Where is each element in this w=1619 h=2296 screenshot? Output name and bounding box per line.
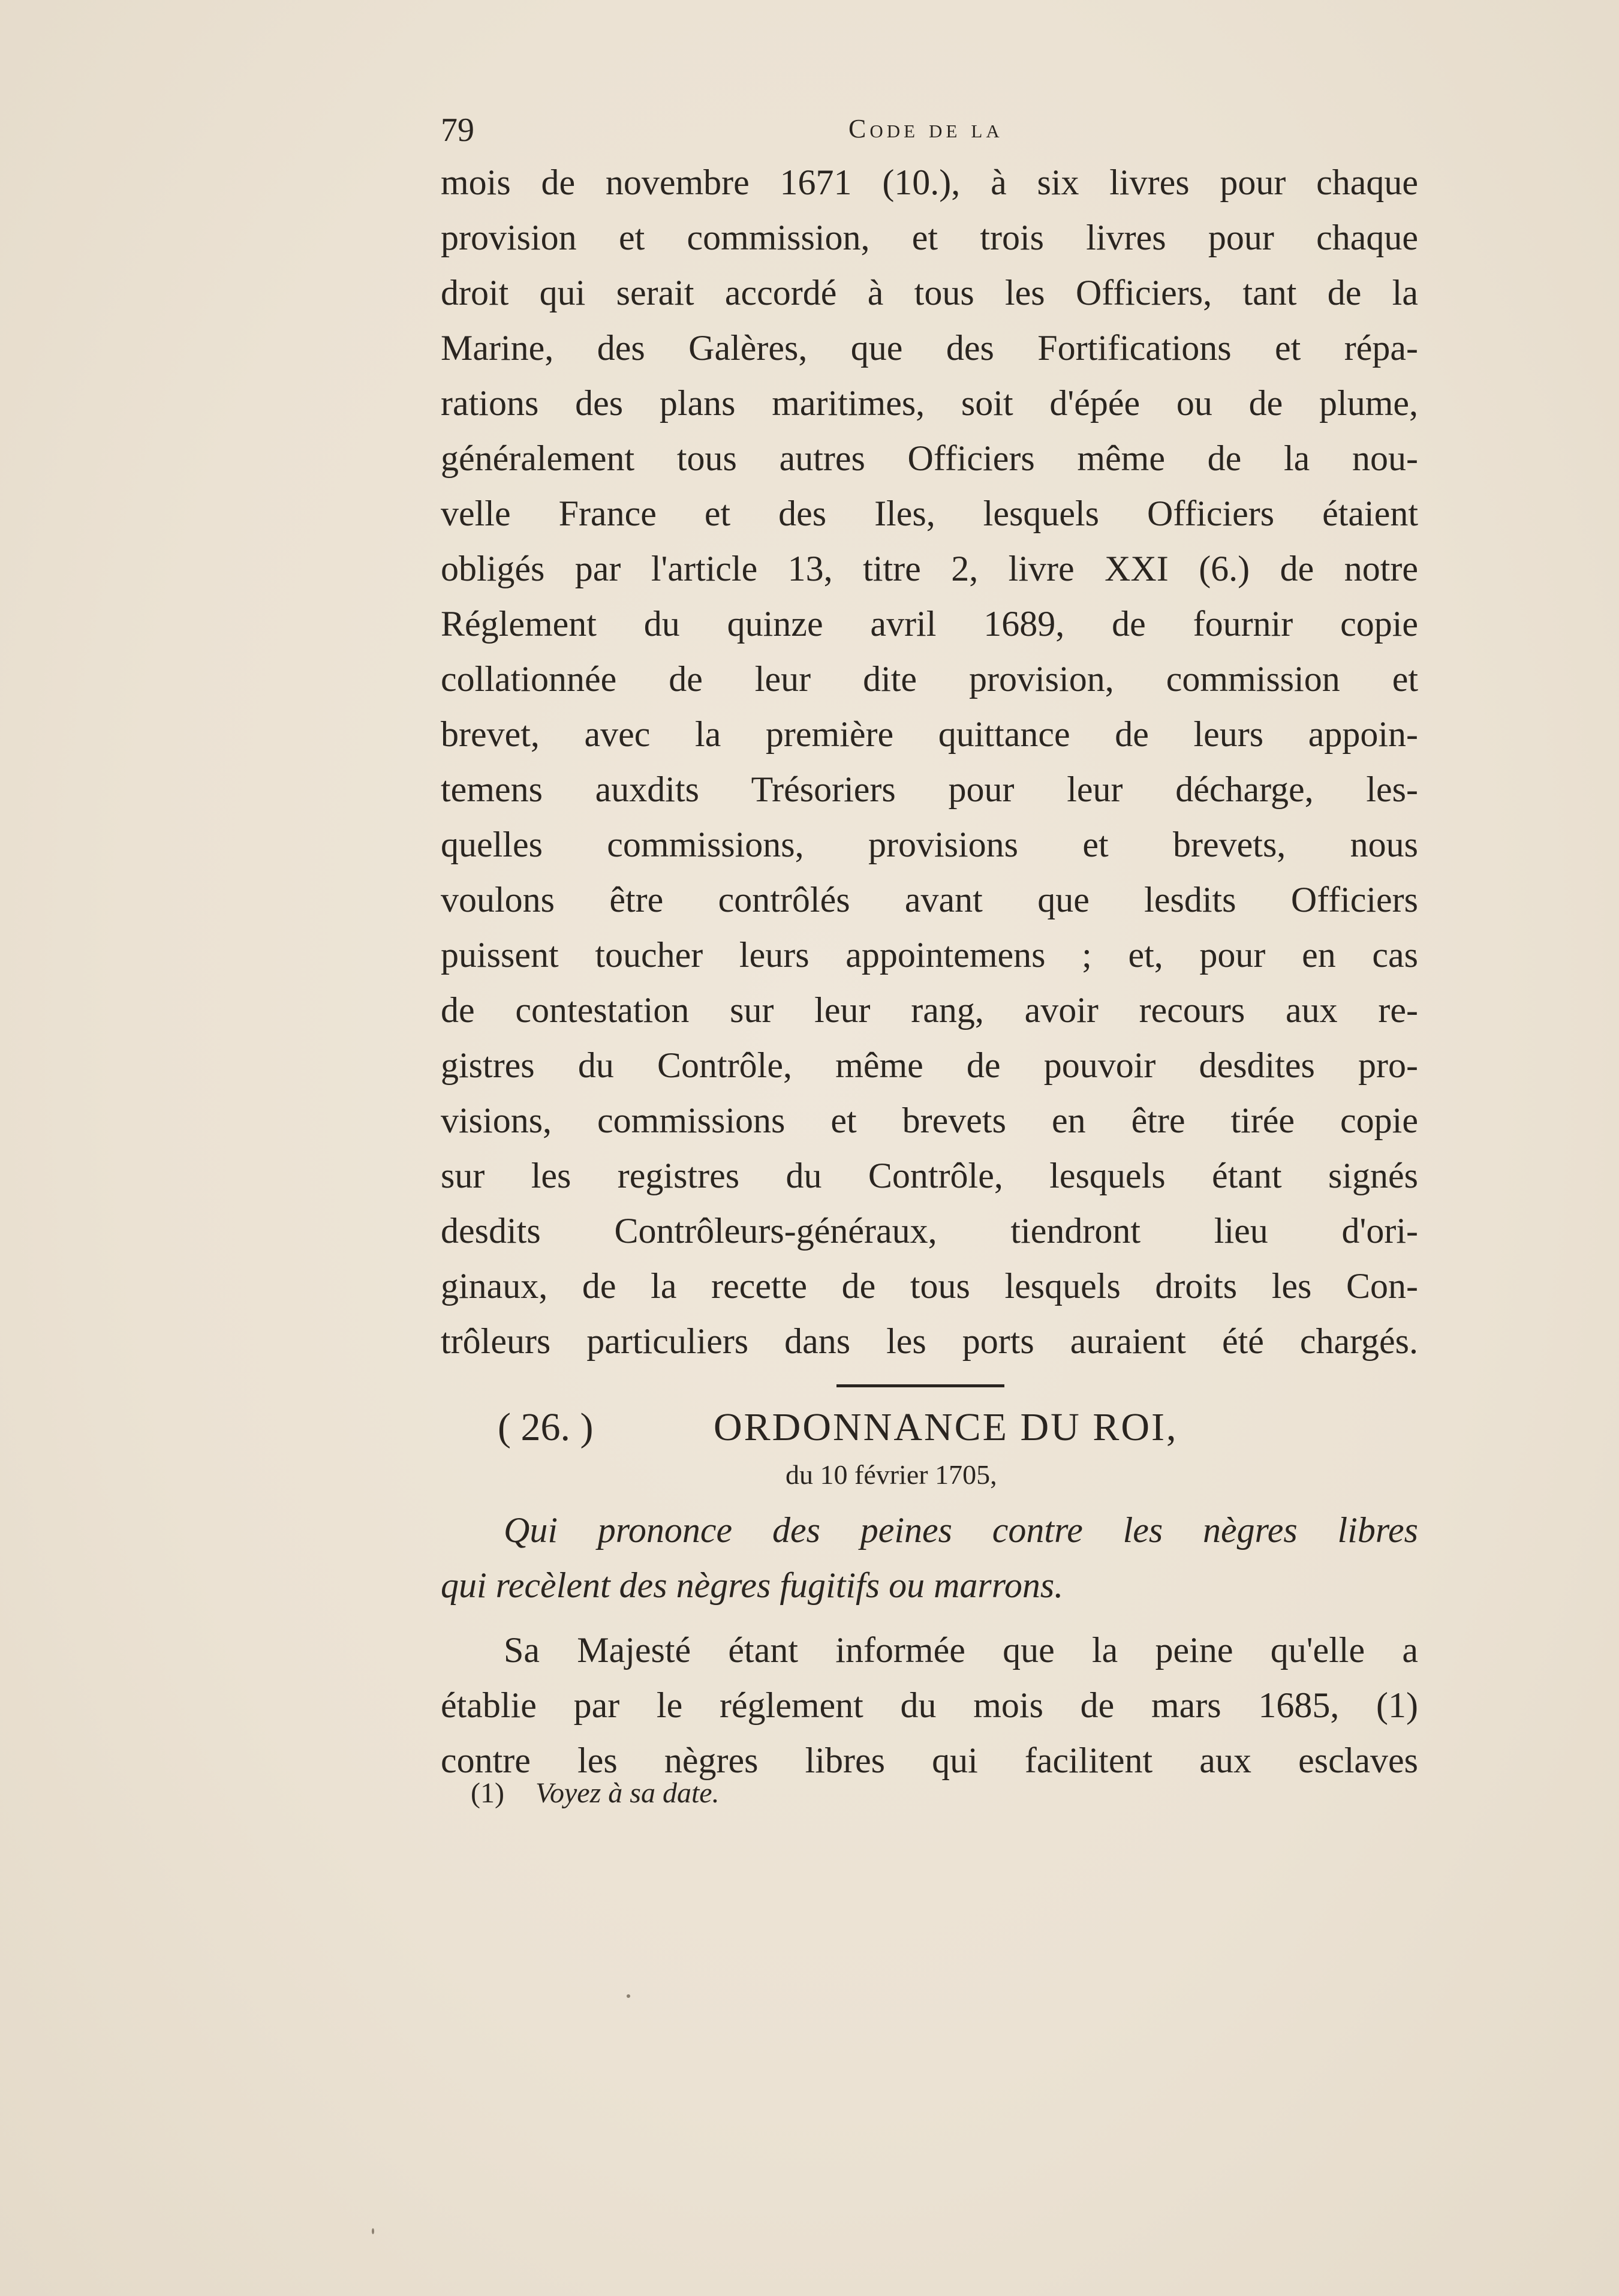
ordonnance-date: du 10 février 1705, xyxy=(786,1459,997,1490)
paper-speck xyxy=(372,2228,374,2234)
text-line: quelles commissions, provisions et brevets, nous xyxy=(441,825,1418,864)
paragraph-1 xyxy=(441,155,1418,1369)
text-line: établie par le réglement du mois de mars 1685, (1) xyxy=(441,1685,1418,1725)
text-line: mois de novembre 1671 (10.), à six livres pour chaque xyxy=(441,163,1418,202)
text-line: de contestation sur leur rang, avoir recours aux re- xyxy=(441,990,1418,1030)
section-divider xyxy=(836,1384,1004,1387)
paragraph-2 xyxy=(441,1622,1418,1788)
ordonnance-title: ORDONNANCE DU ROI, xyxy=(714,1405,1178,1449)
text-line: voulons être contrôlés avant que lesdits Officiers xyxy=(441,880,1418,919)
text-line: collationnée de leur dite provision, commission et xyxy=(441,659,1418,699)
text-line: visions, commissions et brevets en être tirée copie xyxy=(441,1101,1418,1140)
text-line: Réglement du quinze avril 1689, de fournir copie xyxy=(441,604,1418,644)
page-header xyxy=(441,111,1418,153)
text-line: sur les registres du Contrôle, lesquels étant signés xyxy=(441,1156,1418,1195)
running-head: Code de la xyxy=(848,114,1003,143)
footnote-text: Voyez à sa date. xyxy=(535,1777,720,1809)
footnote xyxy=(471,1777,720,1810)
paper-speck xyxy=(627,1994,630,1998)
text-line: brevet, avec la première quittance de leurs appoin- xyxy=(441,714,1418,754)
text-line: desdits Contrôleurs-généraux, tiendront lieu d'ori- xyxy=(441,1211,1418,1251)
summary-line: Qui prononce des peines contre les nègres libres xyxy=(504,1510,1418,1550)
text-line: temens auxdits Trésoriers pour leur décharge, les- xyxy=(441,770,1418,809)
text-line: contre les nègres libres qui facilitent aux esclaves xyxy=(441,1741,1418,1780)
ordonnance-heading xyxy=(498,1398,1289,1457)
ordonnance-number: ( 26. ) xyxy=(498,1405,594,1449)
text-line: rations des plans maritimes, soit d'épée ou de plume, xyxy=(441,383,1418,423)
ordonnance-summary xyxy=(441,1502,1418,1613)
text-line: Marine, des Galères, que des Fortifications et répa- xyxy=(441,328,1418,368)
text-line: Sa Majesté étant informée que la peine qu'elle a xyxy=(504,1630,1418,1670)
page-number: 79 xyxy=(441,112,474,149)
text-line: droit qui serait accordé à tous les Officiers, tant de la xyxy=(441,273,1418,312)
text-line: ginaux, de la recette de tous lesquels droits les Con- xyxy=(441,1266,1418,1306)
text-line: gistres du Contrôle, même de pouvoir desdites pro- xyxy=(441,1045,1418,1085)
text-line: puissent toucher leurs appointemens ; et, pour en cas xyxy=(441,935,1418,975)
summary-line: qui recèlent des nègres fugitifs ou marrons. xyxy=(441,1565,1064,1605)
footnote-marker: (1) xyxy=(471,1777,504,1809)
text-line: obligés par l'article 13, titre 2, livre XXI (6.) de notre xyxy=(441,549,1418,588)
text-line: provision et commission, et trois livres pour chaque xyxy=(441,218,1418,257)
text-line: velle France et des Iles, lesquels Officiers étaient xyxy=(441,494,1418,533)
text-line: trôleurs particuliers dans les ports auraient été chargés. xyxy=(441,1321,1418,1361)
text-line: généralement tous autres Officiers même de la nou- xyxy=(441,438,1418,478)
